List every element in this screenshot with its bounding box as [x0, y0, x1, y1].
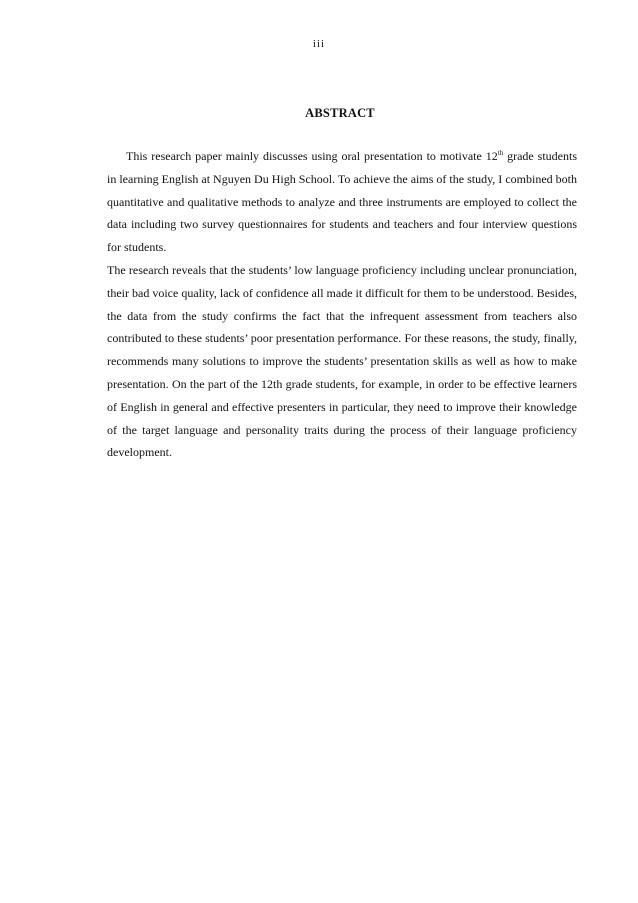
- ordinal-superscript: th: [497, 149, 504, 157]
- page-number: iii: [312, 38, 326, 50]
- paragraph-1-text-start: This research paper mainly discusses using oral presentation to motivate 12: [126, 149, 498, 163]
- abstract-paragraph-2: The research reveals that the students’ low language proficiency including unclear pronunciation, their bad voice quality, lack of confidence all made it difficult for them to be understood. Besides, the data from the study confirms the fact that the infrequent assessment from teachers also contributed to these students’ poor presentation performance. For these reasons, the study, finally, recommends many solutions to improve the students’ presentation skills as well as how to make presentation. On the part of the 12th grade students, for example, in order to be effective learners of English in general and effective presenters in particular, they need to improve their knowledge of the target language and personality traits during the process of their language proficiency development.: [107, 262, 577, 460]
- abstract-body: [107, 145, 577, 464]
- abstract-title: ABSTRACT: [305, 106, 375, 120]
- abstract-paragraph-1: [107, 145, 577, 259]
- paragraph-1-text-end: grade students in learning English at Nguyen Du High School. To achieve the aims of the study, I combined both quantitative and qualitative methods to analyze and three instruments are employed to collect the data including two survey questionnaires for students and teachers and four interview questions for students.: [107, 149, 578, 255]
